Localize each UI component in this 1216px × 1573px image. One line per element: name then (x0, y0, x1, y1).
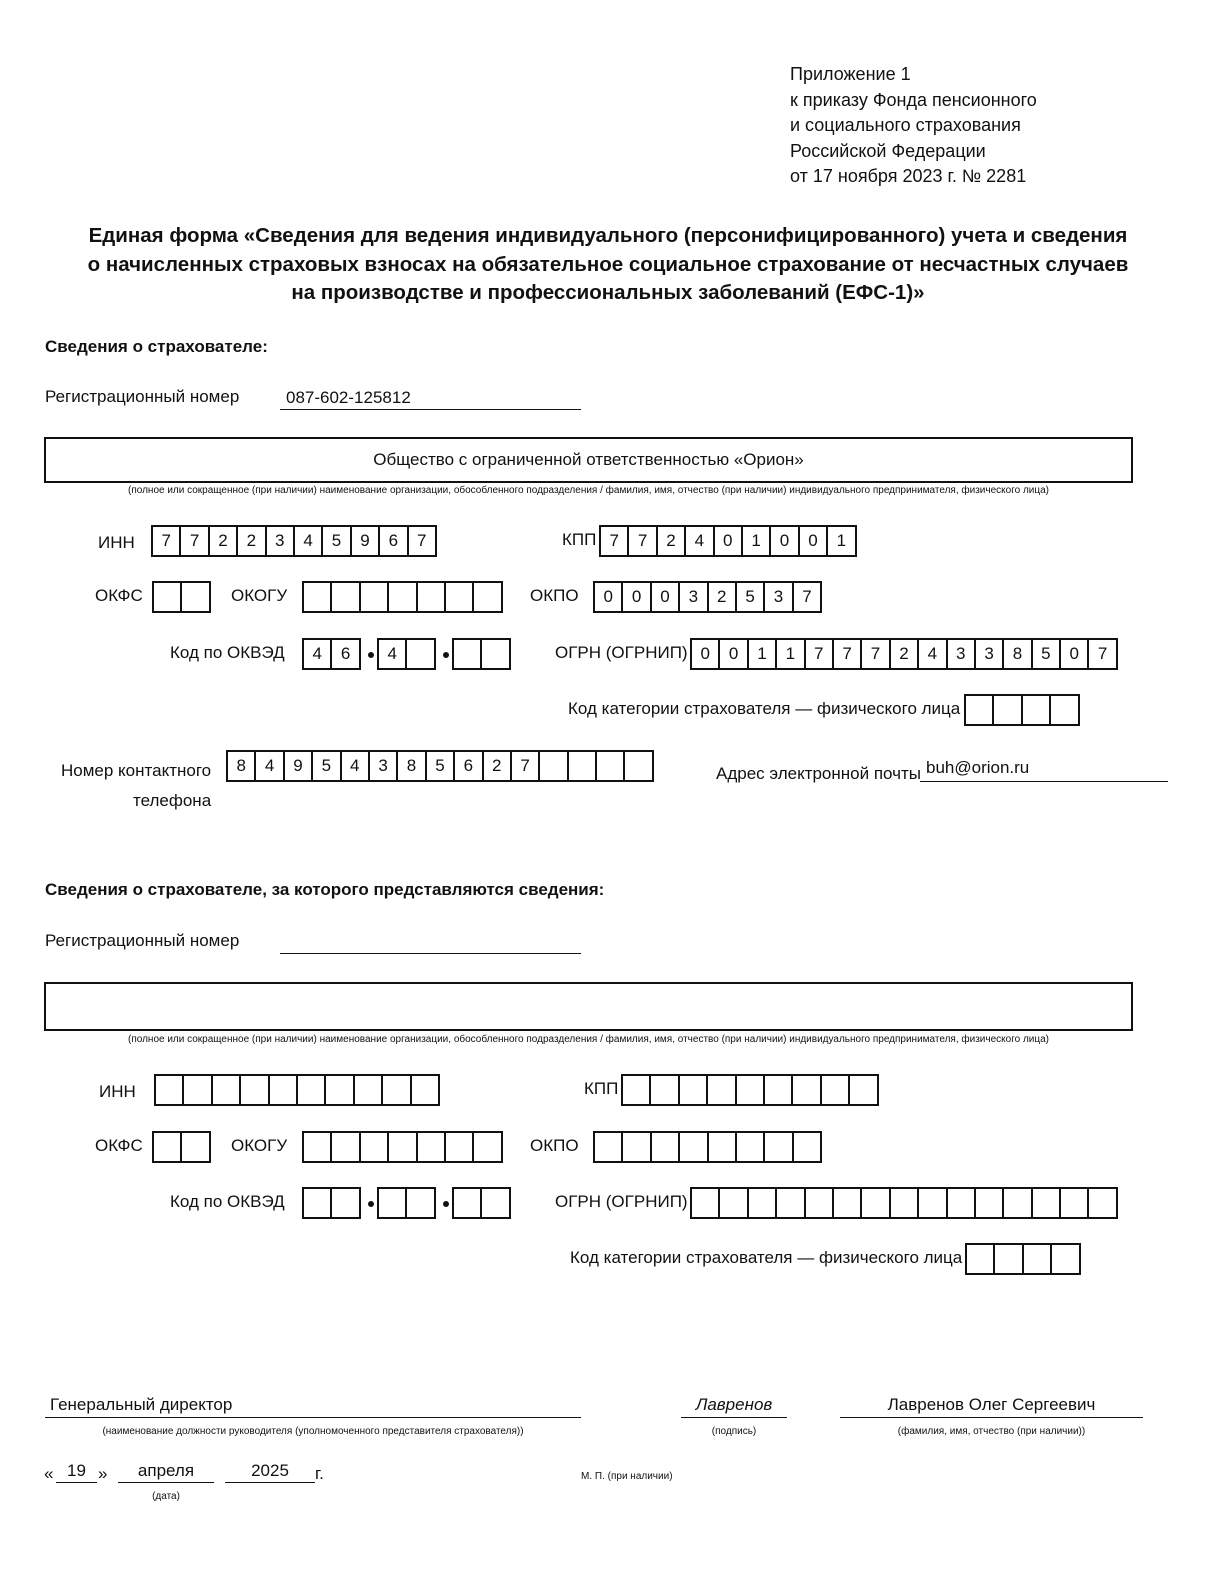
okpo-label: ОКПО (530, 1136, 579, 1155)
digit-cell[interactable] (480, 1187, 510, 1219)
okved-separator (368, 1201, 374, 1207)
okved-separator (368, 652, 374, 658)
digit-cell[interactable] (690, 1187, 720, 1219)
digit-cell[interactable] (621, 1131, 651, 1163)
digit-cell[interactable] (268, 1074, 298, 1106)
okved-separator (443, 652, 449, 658)
digit-cell[interactable]: 4 (293, 525, 323, 557)
digit-cell[interactable] (359, 581, 389, 613)
digit-cell[interactable] (965, 1243, 995, 1275)
digit-cell[interactable] (649, 1074, 679, 1106)
digit-cell[interactable]: 1 (741, 525, 771, 557)
ogrn-label: ОГРН (ОГРНИП) (555, 643, 688, 662)
okfs-cells[interactable] (152, 581, 211, 613)
digit-cell[interactable]: 7 (1087, 638, 1117, 670)
inn-cells[interactable] (151, 525, 437, 557)
digit-cell[interactable]: 3 (678, 581, 708, 613)
digit-cell[interactable]: 0 (621, 581, 651, 613)
digit-cell[interactable] (180, 581, 210, 613)
digit-cell[interactable] (1021, 694, 1051, 726)
name-caption: (полное или сокращенное (при наличии) наименование организации, обособленного подразделения / фамилия, имя, отчество (при наличии) индивидуального предпринимателя, физического лица) (128, 485, 1049, 496)
digit-cell[interactable]: 2 (656, 525, 686, 557)
digit-cell[interactable]: 0 (718, 638, 748, 670)
digit-cell[interactable]: 0 (690, 638, 720, 670)
digit-cell[interactable]: 6 (453, 750, 483, 782)
digit-cell[interactable]: 7 (179, 525, 209, 557)
digit-cell[interactable]: 7 (804, 638, 834, 670)
date-day-field[interactable]: 19 (56, 1461, 97, 1483)
digit-cell[interactable] (763, 1131, 793, 1163)
digit-cell[interactable] (480, 638, 510, 670)
digit-cell[interactable]: 3 (265, 525, 295, 557)
digit-cell[interactable]: 0 (1059, 638, 1089, 670)
digit-cell[interactable]: 0 (769, 525, 799, 557)
appendix-line: от 17 ноября 2023 г. № 2281 (790, 166, 1027, 187)
digit-cell[interactable]: 5 (425, 750, 455, 782)
digit-cell[interactable] (775, 1187, 805, 1219)
digit-cell[interactable] (567, 750, 597, 782)
digit-cell[interactable]: 8 (1002, 638, 1032, 670)
inn-label: ИНН (98, 533, 135, 552)
digit-cell[interactable] (353, 1074, 383, 1106)
okved-cells-group2[interactable] (377, 638, 436, 670)
digit-cell[interactable] (718, 1187, 748, 1219)
digit-cell[interactable] (848, 1074, 878, 1106)
okved-cells-group1[interactable] (302, 1187, 361, 1219)
digit-cell[interactable]: 8 (396, 750, 426, 782)
okved-separator (443, 1201, 449, 1207)
digit-cell[interactable]: 2 (236, 525, 266, 557)
digit-cell[interactable] (678, 1074, 708, 1106)
appendix-line: Российской Федерации (790, 140, 986, 161)
appendix-note (790, 62, 1037, 190)
digit-cell[interactable] (410, 1074, 440, 1106)
ogrn-label: ОГРН (ОГРНИП) (555, 1192, 688, 1211)
signature-field[interactable]: Лавренов (681, 1395, 787, 1418)
digit-cell[interactable]: 8 (226, 750, 256, 782)
digit-cell[interactable] (387, 1131, 417, 1163)
digit-cell[interactable]: 4 (917, 638, 947, 670)
digit-cell[interactable] (296, 1074, 326, 1106)
digit-cell[interactable]: 2 (889, 638, 919, 670)
date-year-field[interactable]: 2025 (225, 1461, 315, 1483)
digit-cell[interactable]: 7 (627, 525, 657, 557)
full-name-caption: (фамилия, имя, отчество (при наличии)) (897, 1426, 1086, 1437)
digit-cell[interactable]: 7 (151, 525, 181, 557)
digit-cell[interactable] (623, 750, 653, 782)
digit-cell[interactable] (472, 1131, 502, 1163)
digit-cell[interactable] (706, 1074, 736, 1106)
stamp-placeholder: М. П. (при наличии) (581, 1471, 673, 1482)
digit-cell[interactable] (917, 1187, 947, 1219)
digit-cell[interactable]: 3 (763, 581, 793, 613)
digit-cell[interactable]: 7 (510, 750, 540, 782)
digit-cell[interactable] (330, 581, 360, 613)
reg-number-label: Регистрационный номер (45, 387, 240, 406)
reg-number-field[interactable]: 087-602-125812 (280, 388, 581, 410)
digit-cell[interactable] (405, 638, 435, 670)
digit-cell[interactable]: 7 (832, 638, 862, 670)
digit-cell[interactable] (359, 1131, 389, 1163)
digit-cell[interactable]: 5 (735, 581, 765, 613)
digit-cell[interactable] (992, 694, 1022, 726)
okpo-label: ОКПО (530, 586, 579, 605)
okfs-label: ОКФС (95, 1136, 143, 1155)
digit-cell[interactable]: 1 (747, 638, 777, 670)
phone-label: Номер контактного (61, 761, 212, 780)
digit-cell[interactable] (154, 1074, 184, 1106)
digit-cell[interactable] (889, 1187, 919, 1219)
kpp-label: КПП (584, 1079, 619, 1098)
digit-cell[interactable] (1087, 1187, 1117, 1219)
digit-cell[interactable] (964, 694, 994, 726)
okfs-cells[interactable] (152, 1131, 211, 1163)
full-name-field[interactable]: Лавренов Олег Сергеевич (840, 1395, 1143, 1418)
digit-cell[interactable] (804, 1187, 834, 1219)
reg-number-field[interactable] (280, 932, 581, 954)
okpo-cells[interactable] (593, 1131, 822, 1163)
okogu-label: ОКОГУ (231, 1136, 288, 1155)
inn-cells[interactable] (154, 1074, 440, 1106)
digit-cell[interactable] (239, 1074, 269, 1106)
category-label: Код категории страхователя — физического лица (570, 1248, 963, 1267)
digit-cell[interactable] (538, 750, 568, 782)
date-month-field[interactable]: апреля (118, 1461, 214, 1483)
okved-cells-group1[interactable] (302, 638, 361, 670)
appendix-line: к приказу Фонда пенсионного (790, 89, 1037, 110)
digit-cell[interactable]: 2 (482, 750, 512, 782)
represented-section-title: Сведения о страхователе, за которого представляются сведения: (45, 880, 605, 899)
category-cells[interactable] (965, 1243, 1081, 1275)
appendix-line: и социального страхования (790, 115, 1021, 136)
okogu-cells[interactable] (302, 581, 503, 613)
digit-cell[interactable]: 3 (946, 638, 976, 670)
okogu-cells[interactable] (302, 1131, 503, 1163)
name-caption: (полное или сокращенное (при наличии) наименование организации, обособленного подразделения / фамилия, имя, отчество (при наличии) индивидуального предпринимателя, физического лица) (128, 1034, 1049, 1045)
okpo-cells[interactable] (593, 581, 822, 613)
digit-cell[interactable] (650, 1131, 680, 1163)
digit-cell[interactable]: 4 (377, 638, 407, 670)
digit-cell[interactable] (792, 1131, 822, 1163)
title-line: на производстве и профессиональных заболеваний (ЕФС-1)» (291, 281, 925, 304)
phone-cells[interactable] (226, 750, 654, 782)
digit-cell[interactable] (747, 1187, 777, 1219)
ogrn-cells[interactable] (690, 638, 1118, 670)
digit-cell[interactable] (302, 1187, 332, 1219)
digit-cell[interactable] (377, 1187, 407, 1219)
digit-cell[interactable] (180, 1131, 210, 1163)
digit-cell[interactable]: 7 (599, 525, 629, 557)
digit-cell[interactable] (152, 1131, 182, 1163)
digit-cell[interactable] (324, 1074, 354, 1106)
digit-cell[interactable] (707, 1131, 737, 1163)
digit-cell[interactable]: 7 (407, 525, 437, 557)
reg-number-label: Регистрационный номер (45, 931, 240, 950)
digit-cell[interactable] (152, 581, 182, 613)
digit-cell[interactable]: 1 (826, 525, 856, 557)
okved-cells-group3[interactable] (452, 1187, 511, 1219)
digit-cell[interactable]: 5 (321, 525, 351, 557)
kpp-label: КПП (562, 530, 597, 549)
digit-cell[interactable] (1022, 1243, 1052, 1275)
digit-cell[interactable] (302, 581, 332, 613)
okved-label: Код по ОКВЭД (170, 1192, 285, 1211)
digit-cell[interactable]: 0 (650, 581, 680, 613)
category-label: Код категории страхователя — физического лица (568, 699, 961, 718)
digit-cell[interactable] (1002, 1187, 1032, 1219)
okfs-label: ОКФС (95, 586, 143, 605)
okved-cells-group2[interactable] (377, 1187, 436, 1219)
digit-cell[interactable] (381, 1074, 411, 1106)
kpp-cells[interactable] (599, 525, 857, 557)
digit-cell[interactable]: 4 (254, 750, 284, 782)
email-field[interactable]: buh@orion.ru (920, 758, 1168, 782)
digit-cell[interactable] (678, 1131, 708, 1163)
digit-cell[interactable]: 6 (378, 525, 408, 557)
digit-cell[interactable] (416, 581, 446, 613)
digit-cell[interactable] (621, 1074, 651, 1106)
digit-cell[interactable]: 0 (593, 581, 623, 613)
digit-cell[interactable] (1049, 694, 1079, 726)
date-quote-close: » (98, 1464, 108, 1483)
digit-cell[interactable] (735, 1131, 765, 1163)
digit-cell[interactable] (860, 1187, 890, 1219)
digit-cell[interactable] (993, 1243, 1023, 1275)
digit-cell[interactable]: 3 (974, 638, 1004, 670)
digit-cell[interactable] (1031, 1187, 1061, 1219)
digit-cell[interactable] (1050, 1243, 1080, 1275)
digit-cell[interactable] (444, 1131, 474, 1163)
digit-cell[interactable]: 1 (775, 638, 805, 670)
digit-cell[interactable] (472, 581, 502, 613)
digit-cell[interactable] (330, 1187, 360, 1219)
digit-cell[interactable] (405, 1187, 435, 1219)
digit-cell[interactable] (820, 1074, 850, 1106)
signature-caption: (подпись) (711, 1426, 757, 1437)
digit-cell[interactable]: 2 (707, 581, 737, 613)
digit-cell[interactable] (595, 750, 625, 782)
digit-cell[interactable]: 9 (350, 525, 380, 557)
digit-cell[interactable]: 5 (311, 750, 341, 782)
ogrn-cells[interactable] (690, 1187, 1118, 1219)
insurer-name-field[interactable]: Общество с ограниченной ответственностью «Орион» (44, 437, 1133, 483)
title-line: Единая форма «Сведения для ведения индивидуального (персонифицированного) учета и сведения (88, 224, 1128, 247)
date-caption: (дата) (152, 1491, 180, 1502)
phone-label: телефона (133, 791, 212, 810)
digit-cell[interactable] (763, 1074, 793, 1106)
date-quote-open: « (44, 1464, 54, 1483)
digit-cell[interactable] (946, 1187, 976, 1219)
position-caption: (наименование должности руководителя (уполномоченного представителя страхователя)) (102, 1426, 524, 1437)
kpp-cells[interactable] (621, 1074, 879, 1106)
category-cells[interactable] (964, 694, 1080, 726)
digit-cell[interactable] (330, 1131, 360, 1163)
digit-cell[interactable] (735, 1074, 765, 1106)
digit-cell[interactable]: 4 (302, 638, 332, 670)
digit-cell[interactable]: 5 (1031, 638, 1061, 670)
okogu-label: ОКОГУ (231, 586, 288, 605)
digit-cell[interactable] (416, 1131, 446, 1163)
digit-cell[interactable]: 4 (340, 750, 370, 782)
digit-cell[interactable] (1059, 1187, 1089, 1219)
represented-name-field[interactable] (44, 982, 1133, 1031)
digit-cell[interactable] (593, 1131, 623, 1163)
digit-cell[interactable] (302, 1131, 332, 1163)
digit-cell[interactable]: 0 (713, 525, 743, 557)
digit-cell[interactable] (452, 1187, 482, 1219)
digit-cell[interactable] (974, 1187, 1004, 1219)
okved-label: Код по ОКВЭД (170, 643, 285, 662)
digit-cell[interactable]: 9 (283, 750, 313, 782)
digit-cell[interactable] (444, 581, 474, 613)
digit-cell[interactable] (182, 1074, 212, 1106)
position-field[interactable]: Генеральный директор (45, 1395, 581, 1418)
digit-cell[interactable]: 6 (330, 638, 360, 670)
digit-cell[interactable] (387, 581, 417, 613)
digit-cell[interactable]: 3 (368, 750, 398, 782)
okved-cells-group3[interactable] (452, 638, 511, 670)
form-title (30, 222, 1186, 308)
title-line: о начисленных страховых взносах на обязательное социальное страхование от несчастных случаев (87, 252, 1129, 276)
date-year-suffix: г. (315, 1464, 324, 1483)
digit-cell[interactable] (452, 638, 482, 670)
insurer-section-title: Сведения о страхователе: (45, 337, 268, 356)
email-label: Адрес электронной почты (716, 764, 921, 783)
digit-cell[interactable]: 4 (684, 525, 714, 557)
digit-cell[interactable] (791, 1074, 821, 1106)
digit-cell[interactable] (211, 1074, 241, 1106)
digit-cell[interactable]: 0 (798, 525, 828, 557)
digit-cell[interactable]: 7 (792, 581, 822, 613)
appendix-line: Приложение 1 (790, 64, 911, 84)
digit-cell[interactable]: 2 (208, 525, 238, 557)
inn-label: ИНН (99, 1082, 136, 1101)
digit-cell[interactable] (832, 1187, 862, 1219)
digit-cell[interactable]: 7 (860, 638, 890, 670)
